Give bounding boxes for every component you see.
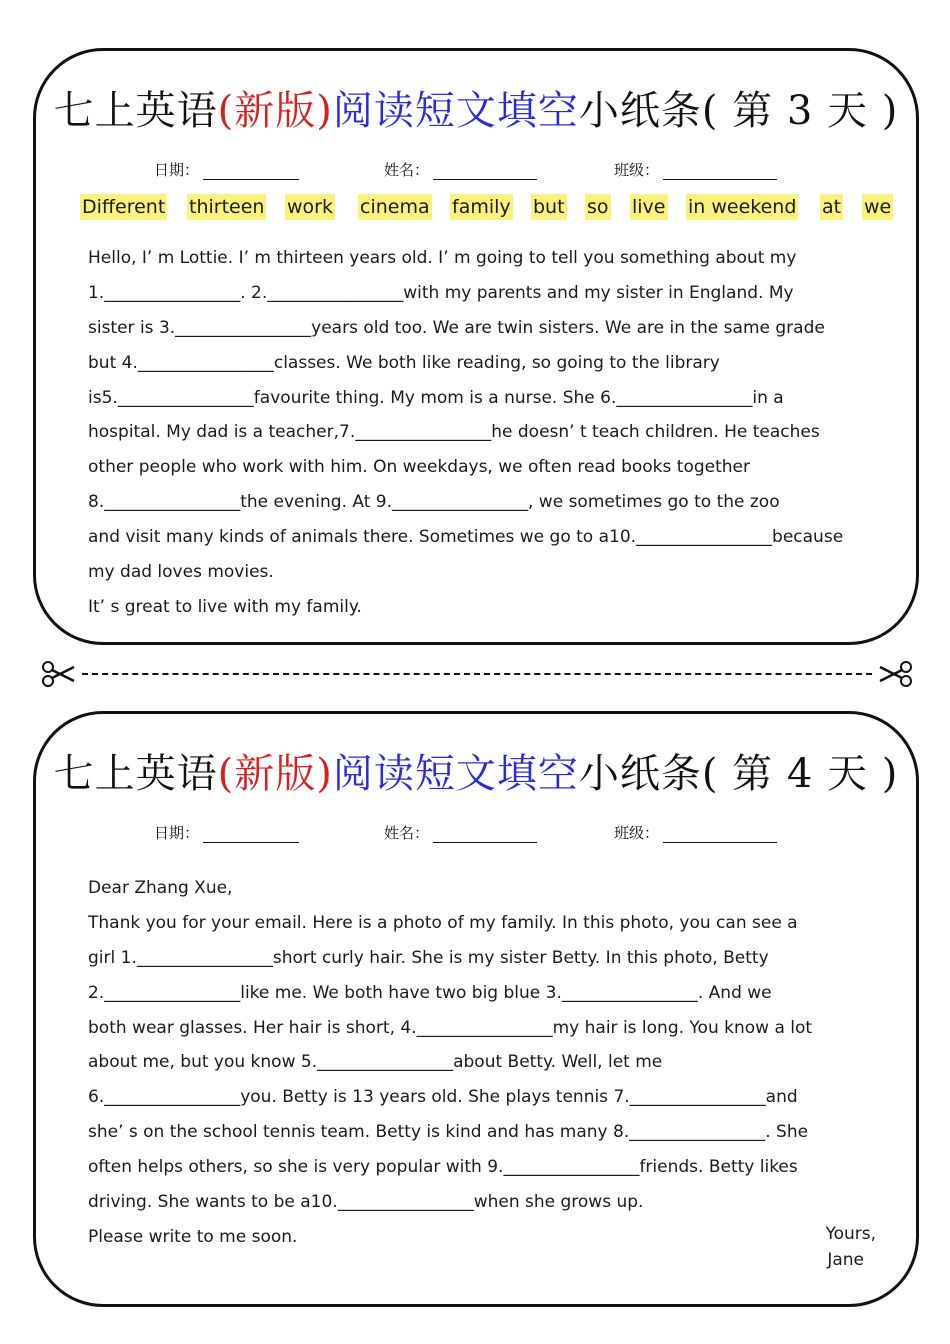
word-bank-item: at xyxy=(822,196,842,218)
date-field[interactable] xyxy=(154,159,299,180)
name-blank[interactable] xyxy=(433,163,537,180)
passage-line: but 4.________________classes. We both like reading, so going to the library xyxy=(88,352,720,373)
signoff: Yours, xyxy=(825,1223,876,1244)
passage-line: sister is 3.________________years old too. We are twin sisters. We are in the same grade xyxy=(88,317,825,338)
date-field[interactable] xyxy=(154,822,299,843)
class-blank[interactable] xyxy=(663,826,777,843)
name-blank[interactable] xyxy=(433,826,537,843)
word-bank-item: in weekend xyxy=(688,196,797,218)
name-field[interactable] xyxy=(384,822,537,843)
scissors-icon xyxy=(878,659,914,689)
passage-line: about me, but you know 5.________________about Betty. Well, let me xyxy=(88,1052,663,1073)
passage-line: 1.________________. 2.________________with my parents and my sister in England. My xyxy=(88,282,794,303)
title-part-course: 七上英语 xyxy=(53,751,218,797)
word-bank-item: so xyxy=(587,196,609,218)
title-part-edition: (新版) xyxy=(217,751,333,797)
title-part-edition: (新版) xyxy=(217,88,333,134)
worksheet-card-day3 xyxy=(33,48,919,645)
passage-line: Thank you for your email. Here is a photo of my family. In this photo, you can see a xyxy=(88,912,798,933)
closing-line xyxy=(88,1220,888,1255)
info-row xyxy=(36,159,916,181)
passage-line: Hello, I’ m Lottie. I’ m thirteen years old. I’ m going to tell you something about my xyxy=(88,248,797,268)
title-part-day: ( 第 4 天 ) xyxy=(701,751,899,797)
passage-line: Dear Zhang Xue, xyxy=(88,878,233,898)
passage-line: other people who work with him. On weekdays, we often read books together xyxy=(88,457,750,478)
title-part-day: ( 第 3 天 ) xyxy=(701,88,899,134)
passage-line: is5.________________favourite thing. My mom is a nurse. She 6.________________in a xyxy=(88,387,784,408)
word-bank xyxy=(80,194,892,222)
passage-line: girl 1.________________short curly hair. She is my sister Betty. In this photo, Betty xyxy=(88,947,769,968)
date-blank[interactable] xyxy=(203,826,299,843)
passage xyxy=(88,871,888,1281)
signature-line xyxy=(88,1249,888,1281)
passage xyxy=(88,241,888,625)
passage-line: and visit many kinds of animals there. Sometimes we go to a10.________________because xyxy=(88,527,844,548)
word-bank-item: family xyxy=(452,196,511,218)
class-label: 班级： xyxy=(614,161,660,179)
name-field[interactable] xyxy=(384,159,537,180)
passage-line: my dad loves movies. xyxy=(88,562,274,583)
title-part-topic: 阅读短文填空 xyxy=(332,751,579,797)
word-bank-item: thirteen xyxy=(189,196,265,218)
title-part-note: 小纸条 xyxy=(578,751,702,797)
word-bank-item: Different xyxy=(82,196,166,218)
cut-line xyxy=(40,659,914,689)
signature: Jane xyxy=(827,1249,864,1270)
worksheet-card-day4 xyxy=(33,711,919,1307)
dashed-cut-divider xyxy=(82,673,872,675)
passage-line: she’ s on the school tennis team. Betty is kind and has many 8.________________. She xyxy=(88,1122,809,1143)
scissors-icon xyxy=(40,659,76,689)
word-bank-item: cinema xyxy=(360,196,430,218)
card-title xyxy=(36,751,916,797)
passage-line: It’ s great to live with my family. xyxy=(88,596,362,617)
class-blank[interactable] xyxy=(663,163,777,180)
class-field[interactable] xyxy=(614,822,777,843)
date-label: 日期： xyxy=(154,824,200,842)
class-field[interactable] xyxy=(614,159,777,180)
word-bank-item: but xyxy=(533,196,565,218)
closing-text: Please write to me soon. xyxy=(88,1226,298,1247)
passage-line: often helps others, so she is very popular with 9.________________friends. Betty likes xyxy=(88,1157,798,1178)
title-part-topic: 阅读短文填空 xyxy=(332,88,579,134)
class-label: 班级： xyxy=(614,824,660,842)
passage-line: both wear glasses. Her hair is short, 4.________________my hair is long. You know a lot xyxy=(88,1017,813,1038)
passage-line: hospital. My dad is a teacher,7.________________he doesn’ t teach children. He teaches xyxy=(88,422,820,443)
word-bank-item: work xyxy=(287,196,333,218)
title-part-note: 小纸条 xyxy=(578,88,702,134)
name-label: 姓名： xyxy=(384,161,430,179)
date-label: 日期： xyxy=(154,161,200,179)
passage-line: 2.________________like me. We both have two big blue 3.________________. And we xyxy=(88,982,772,1003)
name-label: 姓名： xyxy=(384,824,430,842)
date-blank[interactable] xyxy=(203,163,299,180)
info-row xyxy=(36,822,916,844)
passage-line: driving. She wants to be a10.________________when she grows up. xyxy=(88,1192,644,1213)
passage-line: 8.________________the evening. At 9.________________, we sometimes go to the zoo xyxy=(88,492,780,513)
title-part-course: 七上英语 xyxy=(53,88,218,134)
passage-line: 6.________________you. Betty is 13 years old. She plays tennis 7.________________and xyxy=(88,1087,798,1108)
word-bank-item: live xyxy=(632,196,666,218)
card-title xyxy=(36,88,916,134)
word-bank-item: we xyxy=(864,196,892,218)
